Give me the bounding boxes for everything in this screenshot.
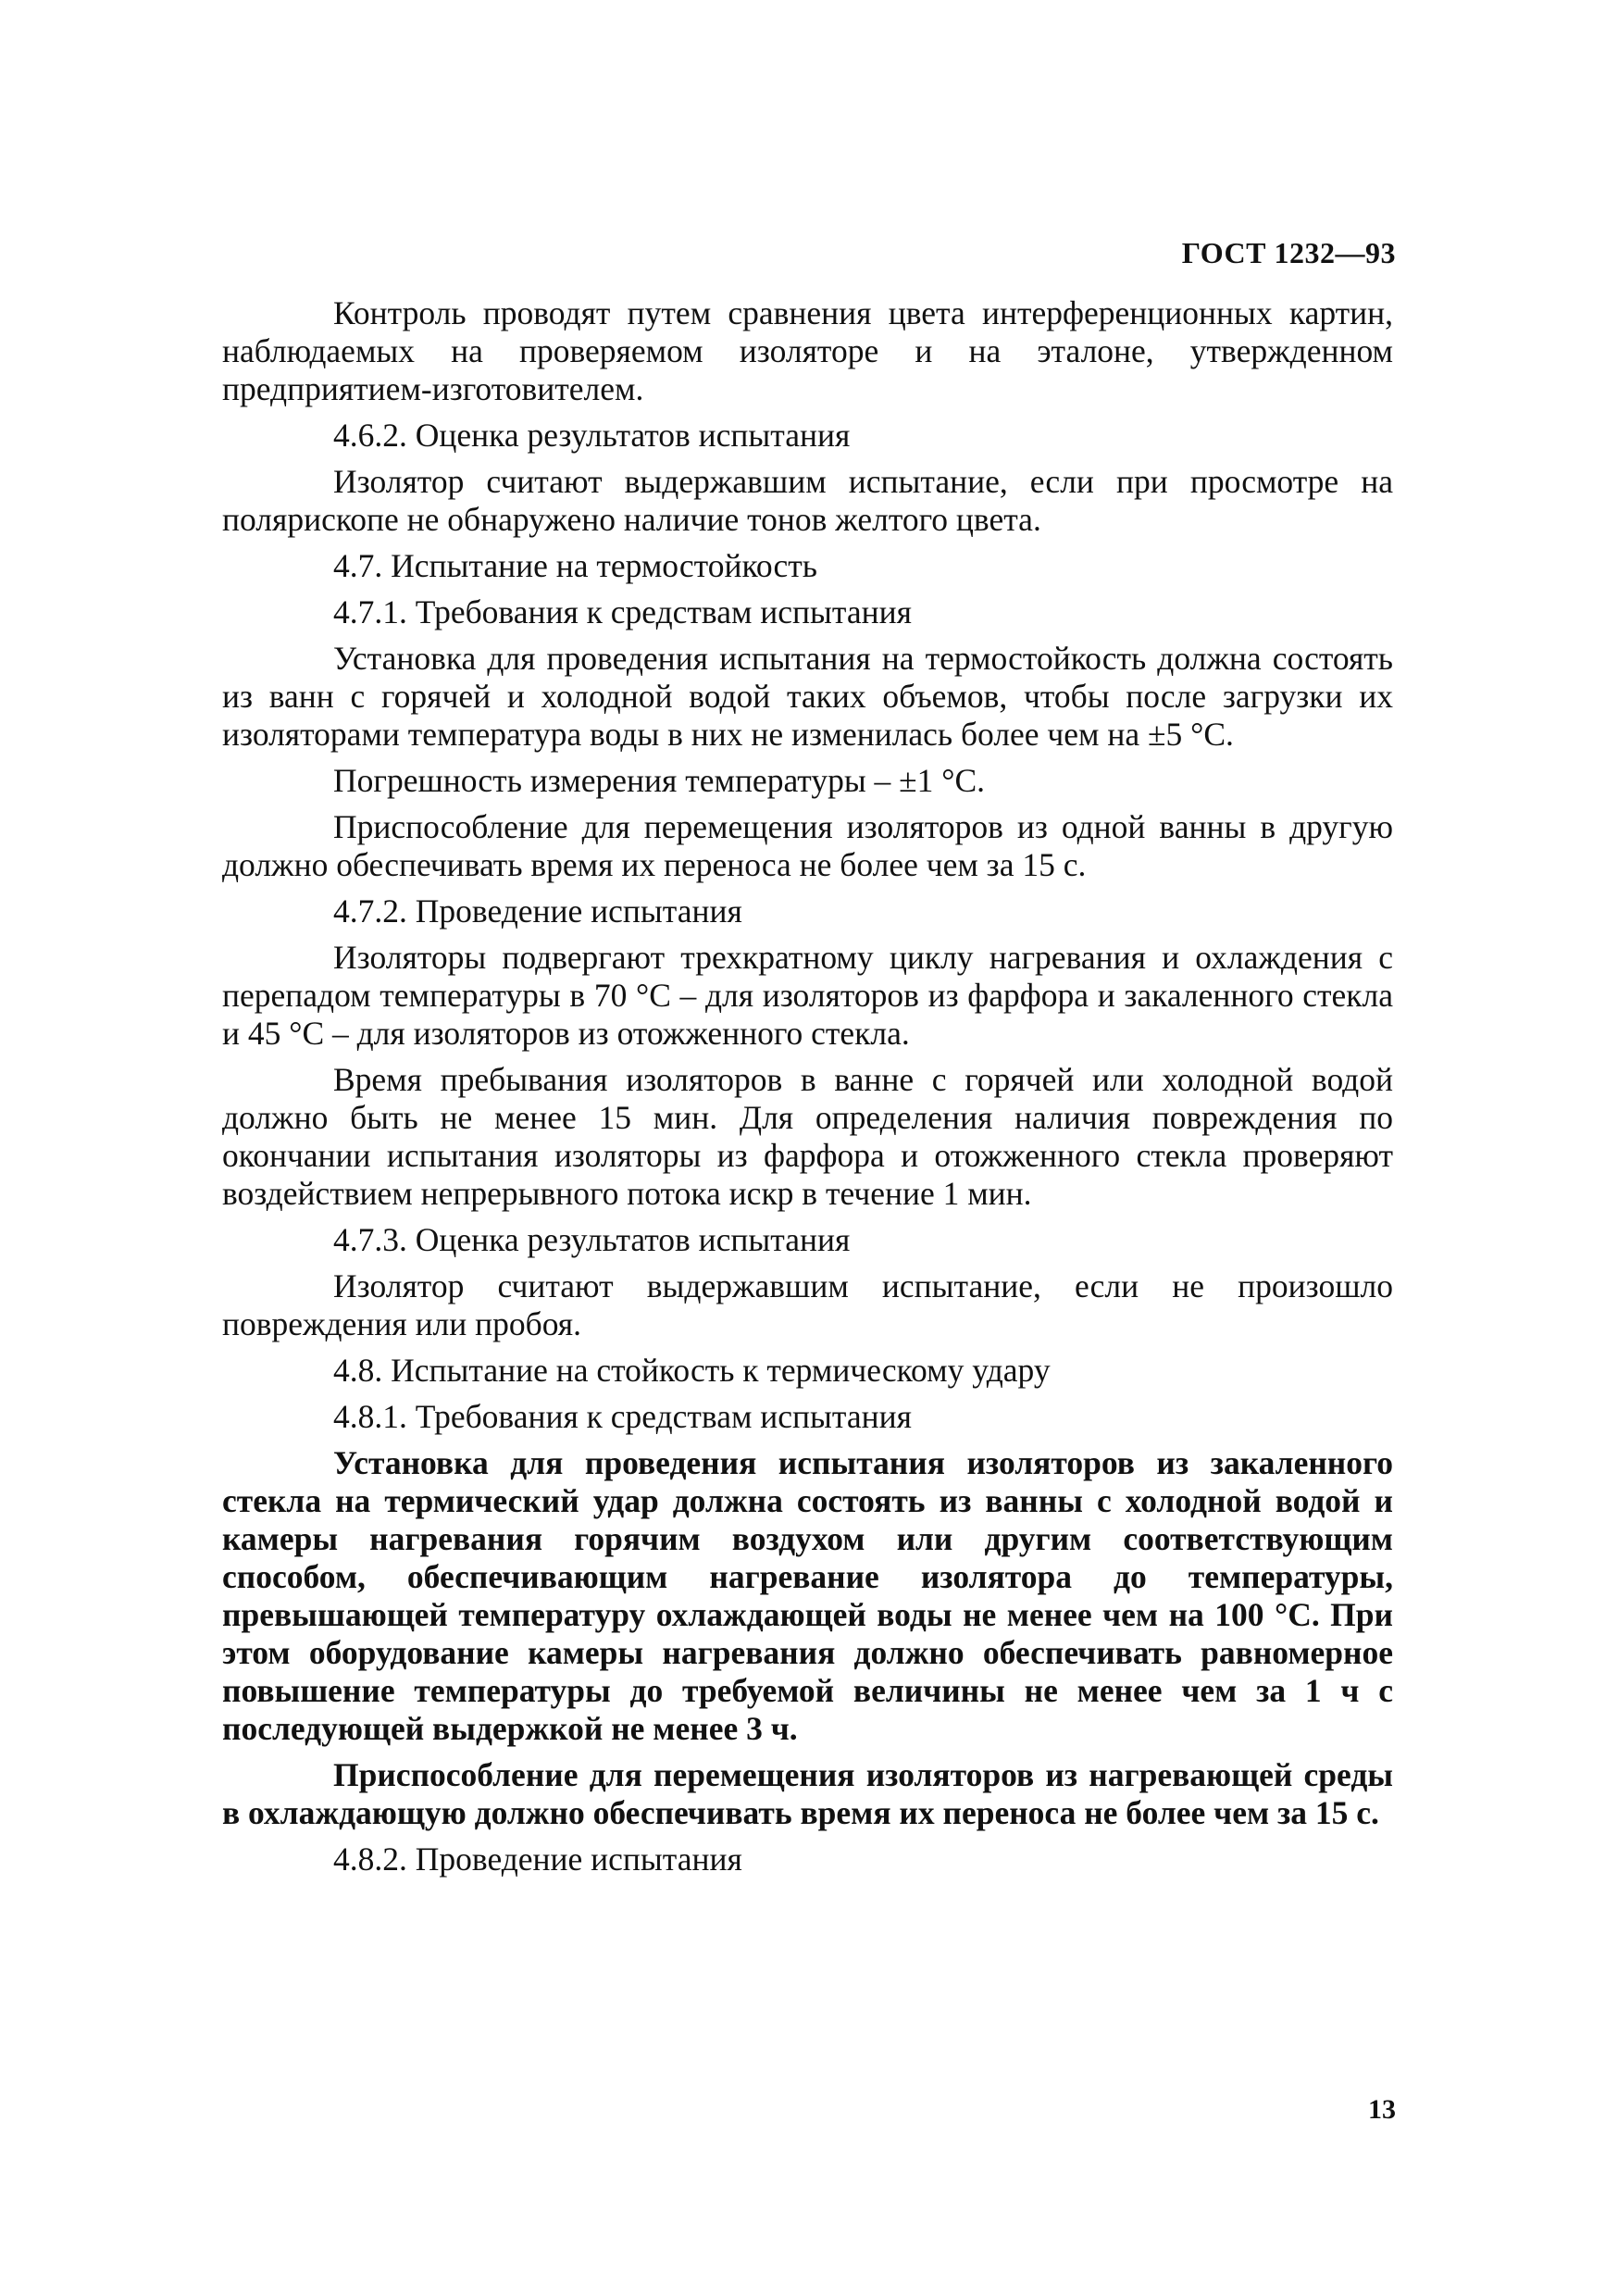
section-4-8-1-heading: 4.8.1. Требования к средствам испытания xyxy=(333,1398,912,1435)
paragraph-control-method: Контроль проводят путем сравнения цвета интерференционных картин, наблюдаемых на проверяемом изоляторе и на эталоне, утвержденном предприятием-изготовителем. xyxy=(222,294,1393,407)
section-4-7-3-heading: 4.7.3. Оценка результатов испытания xyxy=(333,1221,851,1258)
paragraph-thermal-shock-setup: Установка для проведения испытания изоляторов из закаленного стекла на термический удар должна состоять из ванны с холодной водой и камеры нагревания горячим воздухом или другим соответствующим способом, обеспечивающим нагревание изолятора до температуры, превышающей температуру охлаждающей воды не менее чем на 100 °С. При этом оборудование камеры нагревания должно обеспечивать равномерное повышение температуры до требуемой величины не менее чем за 1 ч с последующей выдержкой не менее 3 ч. xyxy=(222,1444,1393,1747)
paragraph-transfer-device: Приспособление для перемещения изоляторов из одной ванны в другую должно обеспечивать время их переноса не более чем за 15 с. xyxy=(222,808,1393,883)
paragraph-thermal-result: Изолятор считают выдержавшим испытание, если не произошло повреждения или пробоя. xyxy=(222,1267,1393,1342)
section-4-7-heading: 4.7. Испытание на термостойкость xyxy=(333,547,818,584)
document-header: ГОСТ 1232—93 xyxy=(1181,236,1396,269)
paragraph-temperature-error: Погрешность измерения температуры – ±1 °С. xyxy=(333,762,986,799)
page-number: 13 xyxy=(1368,2094,1396,2125)
section-4-7-2-heading: 4.7.2. Проведение испытания xyxy=(333,892,742,930)
paragraph-thermal-cycles: Изоляторы подвергают трехкратному циклу нагревания и охлаждения с перепадом температуры в 70 °С – для изоляторов из фарфора и закаленного стекла и 45 °С – для изоляторов из отожженного стекла. xyxy=(222,939,1393,1052)
paragraph-polariscope-result: Изолятор считают выдержавшим испытание, если при просмотре на полярископе не обнаружено наличие тонов желтого цвета. xyxy=(222,463,1393,538)
paragraph-bath-duration: Время пребывания изоляторов в ванне с горячей или холодной водой должно быть не менее 15 мин. Для определения наличия повреждения по окончании испытания изоляторы из фарфора и отожженного стекла проверяют воздействием непрерывного потока искр в течение 1 мин. xyxy=(222,1061,1393,1212)
paragraph-shock-transfer-device: Приспособление для перемещения изоляторов из нагревающей среды в охлаждающую должно обеспечивать время их переноса не более чем за 15 с. xyxy=(222,1756,1393,1831)
document-body xyxy=(222,294,1393,1887)
section-4-8-2-heading: 4.8.2. Проведение испытания xyxy=(333,1841,742,1878)
section-4-6-2-heading: 4.6.2. Оценка результатов испытания xyxy=(333,417,851,454)
paragraph-thermal-setup: Установка для проведения испытания на термостойкость должна состоять из ванн с горячей и холодной водой таких объемов, чтобы после загрузки их изоляторами температура воды в них не изменилась более чем на ±5 °С. xyxy=(222,640,1393,753)
section-4-8-heading: 4.8. Испытание на стойкость к термическому удару xyxy=(333,1352,1051,1389)
section-4-7-1-heading: 4.7.1. Требования к средствам испытания xyxy=(333,593,912,630)
